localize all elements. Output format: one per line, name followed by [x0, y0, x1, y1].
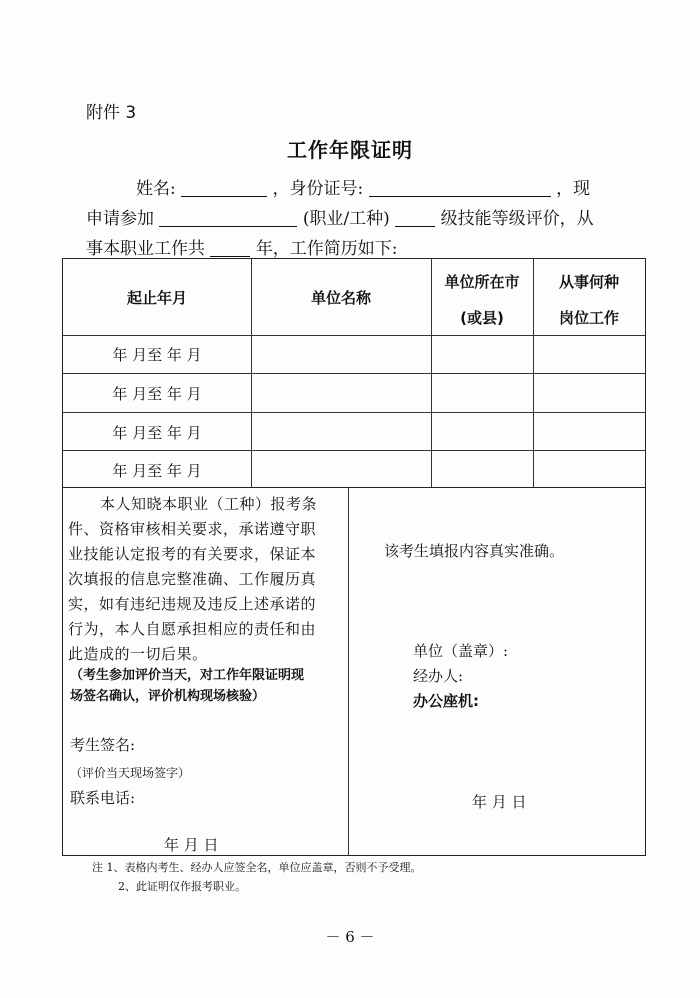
name-blank[interactable]	[181, 179, 267, 197]
page-title: 工作年限证明	[287, 138, 413, 162]
pledge-line: 实，如有违纪违规及违反上述承诺的	[68, 595, 317, 613]
header-post-1: 从事何种	[558, 273, 619, 291]
intro-line-1	[136, 174, 590, 199]
intro-end-comma: ，现	[556, 179, 591, 199]
work-prefix: 事本职业工作共	[86, 239, 205, 259]
id-number-blank[interactable]	[369, 179, 551, 197]
unit-seal-label: 单位（盖章）:	[413, 642, 509, 660]
years-blank[interactable]	[210, 239, 250, 257]
pledge-line: 业技能认定报考的有关要求，保证本	[68, 545, 317, 563]
pledge-date: 年 月 日	[164, 836, 219, 854]
intro-line-2	[86, 204, 594, 229]
occupation-label: (职业/工种)	[302, 209, 390, 229]
level-text: 级技能等级评价，从	[440, 209, 594, 229]
attachment-label: 附件 3	[86, 103, 137, 123]
apply-prefix: 申请参加	[86, 209, 154, 229]
verification-date: 年 月 日	[472, 793, 527, 811]
box-divider	[348, 488, 349, 856]
pledge-line: 件、资格审核相关要求，承诺遵守职	[68, 520, 317, 538]
pledge-line: 行为，本人自愿承担相应的责任和由	[68, 620, 317, 638]
occupation-blank[interactable]	[159, 209, 297, 227]
pledge-bold-note: （考生参加评价当天，对工作年限证明现	[70, 668, 305, 683]
signature-label: 考生签名:	[70, 736, 136, 754]
pledge-line: 次填报的信息完整准确、工作履历真	[68, 570, 317, 588]
header-city-2: (或县)	[460, 309, 504, 327]
footnote-2: 2、此证明仅作报考职业。	[118, 880, 246, 893]
work-history-table	[62, 258, 646, 488]
table-divider	[63, 335, 645, 336]
level-blank[interactable]	[395, 209, 435, 227]
verification-statement: 该考生填报内容真实准确。	[384, 542, 565, 560]
header-period: 起止年月	[126, 289, 187, 307]
header-city-1: 单位所在市	[444, 273, 520, 291]
signature-hint: （评价当天现场签字）	[70, 766, 191, 780]
table-divider	[63, 412, 645, 413]
header-unit: 单位名称	[310, 289, 371, 307]
table-row-period: 年 月至 年 月	[112, 385, 202, 403]
table-row-period: 年 月至 年 月	[112, 346, 202, 364]
pledge-bold-note: 场签名确认，评价机构现场核验）	[70, 689, 266, 704]
name-label: 姓名:	[136, 179, 176, 199]
table-row-period: 年 月至 年 月	[112, 424, 202, 442]
table-divider	[63, 450, 645, 451]
header-post-2: 岗位工作	[558, 309, 619, 327]
office-phone-label: 办公座机:	[413, 692, 479, 710]
page-number: － 6 －	[325, 928, 375, 946]
pledge-line: 此造成的一切后果。	[68, 645, 208, 663]
phone-label: 联系电话:	[70, 789, 136, 807]
pledge-line: 本人知晓本职业（工种）报考条	[100, 495, 318, 513]
id-label: ，身份证号:	[272, 179, 364, 199]
table-row-period: 年 月至 年 月	[112, 462, 202, 480]
footnote-1: 注 1、表格内考生、经办人应签全名，单位应盖章，否则不予受理。	[92, 861, 422, 874]
intro-line-3	[86, 234, 398, 259]
handler-label: 经办人:	[413, 667, 464, 685]
table-divider	[63, 373, 645, 374]
work-suffix: 年，工作简历如下:	[255, 239, 398, 259]
